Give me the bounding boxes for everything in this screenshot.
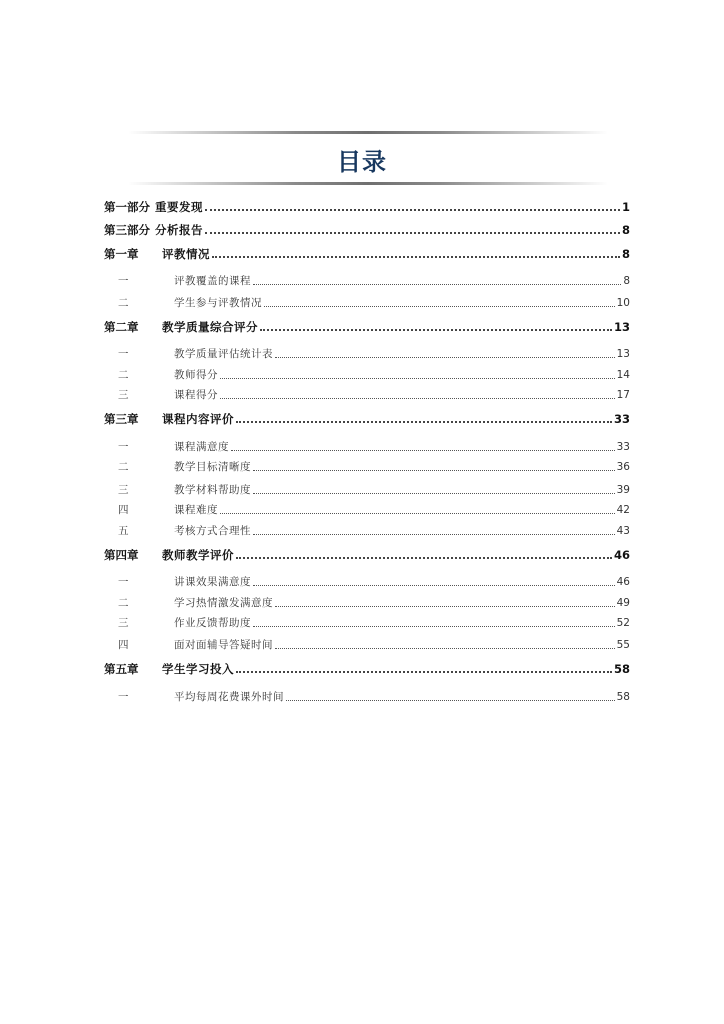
toc-subentry[interactable]	[104, 386, 630, 402]
toc-entry-label: 课程难度	[174, 504, 218, 516]
toc-entry-label: 教学质量评估统计表	[174, 348, 273, 360]
toc-entry-page: 58	[613, 662, 630, 676]
toc-entry-page: 49	[616, 597, 630, 609]
toc-dot-leader	[205, 208, 620, 211]
toc-subentry[interactable]	[104, 522, 630, 538]
toc-entry-page: 46	[616, 576, 630, 588]
toc-entry-page: 8	[621, 247, 630, 261]
toc-entry-number: 第二章	[104, 320, 139, 334]
toc-entry-number: 第一部分	[104, 200, 150, 214]
toc-entry-page: 46	[613, 548, 630, 562]
title-bottom-rule	[128, 182, 608, 185]
toc-subentry[interactable]	[104, 458, 630, 474]
toc-entry-label: 讲课效果满意度	[174, 576, 251, 588]
toc-dot-leader	[236, 420, 612, 423]
toc-entry-number: 二	[118, 369, 129, 381]
toc-entry-number: 三	[118, 484, 129, 496]
toc-entry-number: 一	[118, 576, 129, 588]
toc-dot-leader	[231, 449, 615, 451]
toc-subentry[interactable]	[104, 501, 630, 517]
toc-entry[interactable]	[104, 318, 630, 334]
toc-dot-leader	[264, 305, 615, 307]
toc-dot-leader	[220, 397, 615, 399]
toc-entry-label: 学生参与评教情况	[174, 297, 262, 309]
toc-entry-label: 面对面辅导答疑时间	[174, 639, 273, 651]
toc-entry[interactable]	[104, 198, 630, 214]
toc-entry-label: 教学质量综合评分	[162, 320, 258, 334]
toc-dot-leader	[205, 231, 620, 234]
page-title: 目录	[337, 148, 387, 176]
toc-entry-number: 第五章	[104, 662, 139, 676]
toc-subentry[interactable]	[104, 573, 630, 589]
toc-subentry[interactable]	[104, 438, 630, 454]
toc-entry-label: 平均每周花费课外时间	[174, 691, 284, 703]
toc-entry-page: 1	[621, 200, 630, 214]
toc-entry-number: 第一章	[104, 247, 139, 261]
toc-entry-number: 三	[118, 389, 129, 401]
toc-entry-number: 第三部分	[104, 223, 150, 237]
toc-entry-page: 14	[616, 369, 630, 381]
toc-entry-label: 教学材料帮助度	[174, 484, 251, 496]
toc-entry-page: 33	[613, 412, 630, 426]
title-top-rule	[128, 131, 608, 134]
toc-entry-page: 42	[616, 504, 630, 516]
toc-entry-page: 13	[616, 348, 630, 360]
toc-entry-page: 55	[616, 639, 630, 651]
toc-dot-leader	[275, 356, 615, 358]
toc-entry-page: 13	[613, 320, 630, 334]
toc-subentry[interactable]	[104, 272, 630, 288]
toc-entry-label: 评教情况	[162, 247, 210, 261]
toc-entry-page: 52	[616, 617, 630, 629]
toc-subentry[interactable]	[104, 481, 630, 497]
toc-entry-number: 第四章	[104, 548, 139, 562]
toc-entry-number: 二	[118, 461, 129, 473]
toc-entry-page: 39	[616, 484, 630, 496]
toc-subentry[interactable]	[104, 345, 630, 361]
toc-entry-number: 一	[118, 275, 129, 287]
toc-subentry[interactable]	[104, 614, 630, 630]
toc-entry-label: 学生学习投入	[162, 662, 234, 676]
toc-dot-leader	[236, 556, 612, 559]
toc-entry-page: 36	[616, 461, 630, 473]
toc-entry-number: 一	[118, 691, 129, 703]
toc-entry-number: 一	[118, 348, 129, 360]
toc-dot-leader	[275, 605, 615, 607]
toc-entry-number: 一	[118, 441, 129, 453]
toc-entry[interactable]	[104, 245, 630, 261]
toc-entry[interactable]	[104, 410, 630, 426]
toc-entry-number: 五	[118, 525, 129, 537]
toc-dot-leader	[253, 625, 615, 627]
toc-dot-leader	[253, 469, 615, 471]
toc-entry-number: 三	[118, 617, 129, 629]
toc-entry-page: 43	[616, 525, 630, 537]
toc-dot-leader	[220, 377, 615, 379]
toc-entry-page: 8	[623, 275, 630, 287]
toc-entry-label: 评教覆盖的课程	[174, 275, 251, 287]
toc-dot-leader	[212, 255, 620, 258]
toc-entry-label: 重要发现	[155, 200, 203, 214]
toc-entry-page: 17	[616, 389, 630, 401]
toc-entry-label: 分析报告	[155, 223, 203, 237]
toc-entry[interactable]	[104, 221, 630, 237]
toc-entry-number: 二	[118, 297, 129, 309]
toc-dot-leader	[286, 699, 615, 701]
toc-dot-leader	[275, 647, 615, 649]
toc-entry-number: 四	[118, 639, 129, 651]
toc-dot-leader	[260, 328, 612, 331]
toc-subentry[interactable]	[104, 636, 630, 652]
toc-subentry[interactable]	[104, 366, 630, 382]
toc-entry-label: 课程内容评价	[162, 412, 234, 426]
toc-dot-leader	[253, 533, 615, 535]
toc-entry-number: 第三章	[104, 412, 139, 426]
toc-entry-label: 考核方式合理性	[174, 525, 251, 537]
toc-subentry[interactable]	[104, 688, 630, 704]
toc-entry-page: 58	[616, 691, 630, 703]
toc-entry-number: 二	[118, 597, 129, 609]
toc-entry-label: 作业反馈帮助度	[174, 617, 251, 629]
toc-dot-leader	[220, 512, 615, 514]
toc-entry[interactable]	[104, 660, 630, 676]
toc-entry[interactable]	[104, 546, 630, 562]
toc-entry-page: 10	[616, 297, 630, 309]
toc-dot-leader	[236, 670, 612, 673]
toc-subentry[interactable]	[104, 294, 630, 310]
toc-entry-label: 课程得分	[174, 389, 218, 401]
toc-dot-leader	[253, 283, 621, 285]
toc-subentry[interactable]	[104, 594, 630, 610]
toc-entry-label: 课程满意度	[174, 441, 229, 453]
toc-entry-label: 教师得分	[174, 369, 218, 381]
toc-entry-page: 33	[616, 441, 630, 453]
toc-entry-label: 学习热情激发满意度	[174, 597, 273, 609]
toc-entry-number: 四	[118, 504, 129, 516]
toc-dot-leader	[253, 584, 615, 586]
toc-entry-label: 教学目标清晰度	[174, 461, 251, 473]
toc-dot-leader	[253, 492, 615, 494]
toc-entry-page: 8	[621, 223, 630, 237]
toc-entry-label: 教师教学评价	[162, 548, 234, 562]
